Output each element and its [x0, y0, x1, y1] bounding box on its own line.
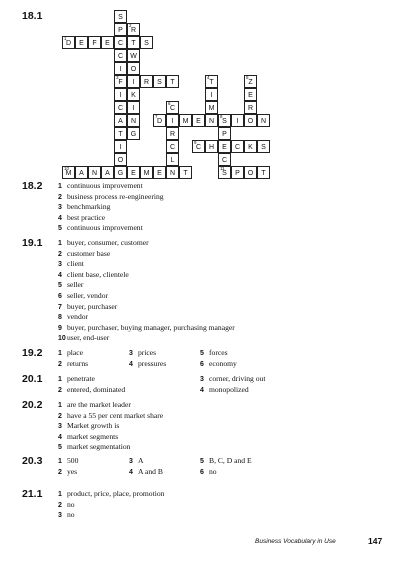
section-label: 20.2 — [22, 399, 43, 411]
crossword-cell — [192, 140, 205, 153]
crossword-letter: I — [119, 144, 122, 151]
answer-cell — [200, 467, 217, 478]
answer-text: A — [138, 456, 144, 465]
answer-cell — [58, 467, 129, 478]
crossword-letter: K — [131, 92, 136, 99]
answer-cell — [58, 456, 129, 467]
answer-row — [58, 270, 235, 281]
crossword-letter: D — [65, 40, 72, 47]
crossword-letter: I — [210, 92, 213, 99]
answer-cell — [129, 456, 200, 467]
answer-number: 3 — [58, 261, 62, 269]
crossword-cell — [127, 114, 140, 127]
answer-columns — [58, 456, 252, 477]
crossword-cell — [244, 114, 257, 127]
crossword-letter: C — [117, 53, 124, 60]
crossword-cell — [231, 140, 244, 153]
crossword-letter: O — [247, 170, 254, 177]
answer-number: 1 — [58, 491, 62, 498]
crossword-letter: E — [248, 92, 253, 99]
answer-text: corner, driving out — [209, 374, 266, 383]
crossword-cell — [257, 114, 270, 127]
answer-number: 3 — [58, 204, 62, 212]
crossword-grid — [0, 0, 420, 180]
crossword-cell — [127, 49, 140, 62]
crossword-cell — [127, 23, 140, 36]
answer-number: 7 — [58, 303, 62, 311]
section-label: 18.2 — [22, 180, 43, 192]
clue-number: 1 — [64, 36, 67, 41]
crossword-letter: C — [195, 144, 202, 151]
answer-number: 1 — [58, 350, 62, 357]
answer-text: best practice — [67, 212, 106, 222]
crossword-cell — [75, 166, 88, 179]
answer-text: client — [67, 259, 84, 269]
crossword-cell — [192, 114, 205, 127]
answer-row — [58, 400, 163, 411]
crossword-cell — [166, 140, 179, 153]
crossword-cell — [114, 114, 127, 127]
answer-text: no — [209, 466, 217, 476]
crossword-letter: P — [118, 27, 123, 34]
answer-number: 1 — [58, 240, 62, 247]
clue-number: 10 — [64, 166, 70, 171]
crossword-cell — [153, 166, 166, 179]
answer-cell — [58, 385, 200, 396]
answer-row — [58, 192, 164, 203]
answer-text: Market growth is — [67, 421, 120, 431]
answer-number: 8 — [58, 314, 62, 322]
crossword-cell — [88, 36, 101, 49]
answer-text: economy — [209, 358, 237, 368]
crossword-cell — [244, 88, 257, 101]
answer-number: 9 — [58, 324, 62, 332]
crossword-letter: E — [157, 170, 162, 177]
crossword-cell — [244, 101, 257, 114]
answer-text: no — [67, 499, 75, 509]
crossword-letter: M — [208, 105, 215, 112]
answer-number: 4 — [58, 433, 62, 441]
answer-text: seller — [67, 280, 84, 290]
answer-list — [58, 181, 164, 234]
crossword-cell — [218, 153, 231, 166]
crossword-letter: H — [208, 144, 215, 151]
crossword-cell — [114, 153, 127, 166]
answer-cell — [200, 374, 265, 385]
crossword-cell — [127, 166, 140, 179]
book-title: Business Vocabulary in Use — [255, 538, 336, 545]
crossword-cell — [153, 114, 166, 127]
answer-text: returns — [67, 358, 89, 368]
crossword-letter: N — [169, 170, 176, 177]
crossword-cell — [231, 114, 244, 127]
answer-number: 1 — [58, 458, 62, 465]
answer-text: forces — [209, 348, 228, 357]
answer-row — [58, 442, 163, 453]
crossword-letter: E — [105, 40, 110, 47]
crossword-letter: I — [171, 118, 174, 125]
clue-number: 7 — [155, 114, 158, 119]
crossword-cell — [127, 88, 140, 101]
answer-number: 3 — [200, 376, 204, 383]
crossword-letter: E — [79, 40, 84, 47]
answer-text: user, end-user — [67, 333, 110, 343]
answer-row — [58, 280, 235, 291]
crossword-letter: I — [132, 105, 135, 112]
crossword-letter: C — [169, 105, 176, 112]
answer-columns — [58, 374, 265, 395]
crossword-letter: N — [260, 118, 267, 125]
clue-number: 5 — [246, 75, 249, 80]
answer-text: benchmarking — [67, 202, 111, 212]
answer-text: penetrate — [67, 374, 95, 383]
crossword-cell — [62, 166, 75, 179]
crossword-letter: S — [261, 144, 266, 151]
crossword-cell — [114, 166, 127, 179]
answer-cell — [58, 359, 129, 370]
answer-number: 5 — [58, 444, 62, 452]
crossword-cell — [75, 36, 88, 49]
crossword-cell — [140, 36, 153, 49]
crossword-letter: G — [117, 170, 124, 177]
crossword-letter: S — [118, 14, 123, 21]
crossword-letter: R — [143, 79, 150, 86]
crossword-cell — [231, 166, 244, 179]
answer-number: 2 — [58, 250, 62, 258]
crossword-letter: O — [247, 118, 254, 125]
crossword-letter: P — [235, 170, 240, 177]
crossword-letter: N — [91, 170, 98, 177]
crossword-letter: T — [261, 170, 266, 177]
section-label: 19.1 — [22, 237, 43, 249]
answer-row — [58, 374, 265, 385]
crossword-cell — [244, 140, 257, 153]
answer-number: 6 — [200, 468, 204, 476]
crossword-cell — [257, 166, 270, 179]
crossword-cell — [114, 140, 127, 153]
section-label: 20.1 — [22, 373, 43, 385]
crossword-cell — [114, 10, 127, 23]
answer-number: 5 — [200, 458, 204, 465]
answer-row — [58, 385, 265, 396]
crossword-cell — [179, 166, 192, 179]
page-number: 147 — [368, 536, 383, 546]
answer-text: market segmentation — [67, 442, 131, 452]
answer-row — [58, 510, 164, 521]
answer-text: prices — [138, 348, 157, 357]
crossword-letter: W — [130, 53, 137, 60]
clue-number: 8 — [220, 114, 223, 119]
crossword-letter: A — [79, 170, 84, 177]
answer-number: 1 — [58, 376, 62, 383]
section-label: 20.3 — [22, 455, 43, 467]
answer-row — [58, 421, 163, 432]
answer-number: 2 — [58, 501, 62, 509]
crossword-cell — [166, 101, 179, 114]
answer-row — [58, 348, 237, 359]
answer-text: seller, vendor — [67, 290, 109, 300]
answer-number: 4 — [129, 360, 133, 368]
answer-cell — [129, 348, 200, 359]
answer-text: customer base — [67, 248, 111, 258]
crossword-cell — [205, 140, 218, 153]
answer-text: 500 — [67, 456, 79, 465]
answer-number: 6 — [58, 292, 62, 300]
answer-row — [58, 223, 164, 234]
clue-number: 6 — [168, 101, 171, 106]
crossword-letter: T — [170, 79, 175, 86]
crossword-cell — [127, 101, 140, 114]
crossword-letter: R — [169, 131, 176, 138]
crossword-letter: R — [130, 27, 137, 34]
answer-number: 2 — [58, 412, 62, 420]
crossword-cell — [205, 88, 218, 101]
answer-text: market segments — [67, 431, 119, 441]
crossword-letter: R — [247, 105, 254, 112]
crossword-cell — [114, 127, 127, 140]
crossword-letter: T — [131, 40, 136, 47]
answer-cell — [58, 348, 129, 359]
crossword-cell — [114, 62, 127, 75]
answer-row — [58, 323, 235, 334]
answer-row — [58, 259, 235, 270]
crossword-cell — [114, 101, 127, 114]
crossword-cell — [244, 75, 257, 88]
crossword-cell — [101, 166, 114, 179]
crossword-letter: C — [234, 144, 241, 151]
answer-list — [58, 489, 164, 521]
answer-number: 5 — [58, 225, 62, 233]
answer-text: buyer, consumer, customer — [67, 238, 149, 247]
crossword-letter: S — [157, 79, 162, 86]
answer-list — [58, 400, 163, 453]
answer-cell — [200, 456, 252, 467]
crossword-cell — [88, 166, 101, 179]
crossword-letter: E — [131, 170, 136, 177]
crossword-letter: M — [182, 118, 189, 125]
answer-number: 2 — [58, 360, 62, 368]
answer-number: 5 — [200, 350, 204, 357]
answer-number: 2 — [58, 193, 62, 201]
crossword-cell — [166, 114, 179, 127]
answer-number: 5 — [58, 282, 62, 290]
answer-row — [58, 359, 237, 370]
crossword-cell — [218, 127, 231, 140]
crossword-cell — [218, 140, 231, 153]
answer-list — [58, 238, 235, 344]
answer-cell — [129, 359, 200, 370]
crossword-letter: N — [208, 118, 215, 125]
answer-text: have a 55 per cent market share — [67, 410, 164, 420]
crossword-letter: F — [92, 40, 97, 47]
crossword-cell — [257, 140, 270, 153]
crossword-letter: A — [118, 118, 123, 125]
answer-row — [58, 411, 163, 422]
answer-cell — [58, 374, 200, 385]
crossword-cell — [218, 166, 231, 179]
answer-text: business process re-engineering — [67, 191, 164, 201]
crossword-cell — [114, 49, 127, 62]
answer-text: client base, clientele — [67, 269, 129, 279]
answer-row — [58, 202, 164, 213]
crossword-cell — [62, 36, 75, 49]
answer-row — [58, 213, 164, 224]
crossword-cell — [127, 62, 140, 75]
crossword-cell — [166, 127, 179, 140]
answer-number: 4 — [58, 271, 62, 279]
answer-cell — [200, 385, 249, 396]
crossword-cell — [166, 153, 179, 166]
answer-text: monopolized — [209, 384, 249, 394]
crossword-letter: C — [117, 105, 124, 112]
answer-columns — [58, 348, 237, 369]
answer-row — [58, 238, 235, 249]
crossword-letter: I — [132, 79, 135, 86]
answer-text: buyer, purchaser, buying manager, purchasing manager — [67, 322, 235, 332]
crossword-cell — [140, 166, 153, 179]
answer-cell — [200, 359, 237, 370]
answer-number: 2 — [58, 386, 62, 394]
section-label: 21.1 — [22, 488, 43, 500]
answer-text: continuous improvement — [67, 181, 143, 190]
crossword-cell — [114, 36, 127, 49]
answer-row — [58, 467, 252, 478]
crossword-letter: S — [222, 118, 227, 125]
crossword-letter: G — [130, 131, 137, 138]
crossword-letter: D — [156, 118, 163, 125]
crossword-letter: T — [209, 79, 214, 86]
crossword-cell — [127, 75, 140, 88]
answer-number: 3 — [129, 458, 133, 465]
crossword-cell — [244, 166, 257, 179]
section-label-18-1: 18.1 — [22, 10, 43, 22]
crossword-cell — [114, 23, 127, 36]
answer-row — [58, 291, 235, 302]
answer-row — [58, 181, 164, 192]
answer-number: 1 — [58, 402, 62, 409]
answer-cell — [200, 348, 228, 359]
answer-row — [58, 249, 235, 260]
crossword-letter: C — [169, 144, 176, 151]
answer-text: entered, dominated — [67, 384, 126, 394]
answer-text: no — [67, 510, 75, 520]
crossword-letter: A — [105, 170, 110, 177]
crossword-letter: N — [130, 118, 137, 125]
crossword-letter: I — [236, 118, 239, 125]
crossword-cell — [127, 36, 140, 49]
answer-row — [58, 302, 235, 313]
answer-text: B, C, D and E — [209, 456, 252, 465]
crossword-letter: I — [119, 92, 122, 99]
crossword-letter: O — [117, 157, 124, 164]
clue-number: 2 — [129, 23, 132, 28]
answer-number: 3 — [58, 512, 62, 520]
crossword-letter: O — [130, 66, 137, 73]
crossword-cell — [205, 101, 218, 114]
answer-row — [58, 489, 164, 500]
crossword-letter: T — [183, 170, 188, 177]
crossword-letter: S — [222, 170, 227, 177]
answer-row — [58, 312, 235, 323]
answer-number: 4 — [58, 214, 62, 222]
crossword-cell — [127, 127, 140, 140]
crossword-cell — [114, 88, 127, 101]
answer-number: 4 — [129, 468, 133, 476]
answer-number: 4 — [200, 386, 204, 394]
crossword-cell — [166, 75, 179, 88]
answer-text: place — [67, 348, 84, 357]
crossword-letter: E — [196, 118, 201, 125]
answer-number: 1 — [58, 183, 62, 190]
crossword-cell — [166, 166, 179, 179]
answer-text: pressures — [138, 358, 167, 368]
crossword-cell — [179, 114, 192, 127]
crossword-letter: S — [144, 40, 149, 47]
answer-text: buyer, purchaser — [67, 301, 118, 311]
crossword-cell — [205, 114, 218, 127]
clue-number: 9 — [194, 140, 197, 145]
answer-text: A and B — [138, 466, 163, 476]
answer-cell — [129, 467, 200, 478]
section-label: 19.2 — [22, 347, 43, 359]
crossword-letter: C — [117, 40, 124, 47]
crossword-letter: K — [248, 144, 253, 151]
crossword-cell — [114, 75, 127, 88]
answer-text: continuous improvement — [67, 223, 143, 233]
answer-number: 10 — [58, 335, 66, 343]
answer-row — [58, 500, 164, 511]
crossword-letter: M — [143, 170, 150, 177]
crossword-cell — [101, 36, 114, 49]
crossword-letter: L — [170, 157, 175, 164]
answer-number: 2 — [58, 468, 62, 476]
clue-number: 11 — [220, 166, 225, 171]
answer-text: yes — [67, 466, 78, 476]
crossword-cell — [153, 75, 166, 88]
answer-text: product, price, place, promotion — [67, 489, 165, 498]
answer-row — [58, 333, 235, 344]
answer-text: vendor — [67, 312, 89, 322]
answer-number: 3 — [58, 423, 62, 431]
crossword-letter: E — [222, 144, 227, 151]
clue-number: 4 — [207, 75, 210, 80]
crossword-letter: I — [119, 66, 122, 73]
answer-row — [58, 456, 252, 467]
crossword-letter: M — [65, 170, 72, 177]
crossword-letter: P — [222, 131, 227, 138]
clue-number: 3 — [116, 75, 119, 80]
crossword-cell — [218, 114, 231, 127]
crossword-letter: Z — [248, 79, 253, 86]
answer-text: are the market leader — [67, 400, 131, 409]
crossword-letter: C — [221, 157, 228, 164]
answer-row — [58, 432, 163, 443]
crossword-letter: T — [118, 131, 123, 138]
crossword-letter: F — [118, 79, 123, 86]
crossword-cell — [140, 75, 153, 88]
answer-number: 6 — [200, 360, 204, 368]
answer-number: 3 — [129, 350, 133, 357]
crossword-cell — [205, 75, 218, 88]
